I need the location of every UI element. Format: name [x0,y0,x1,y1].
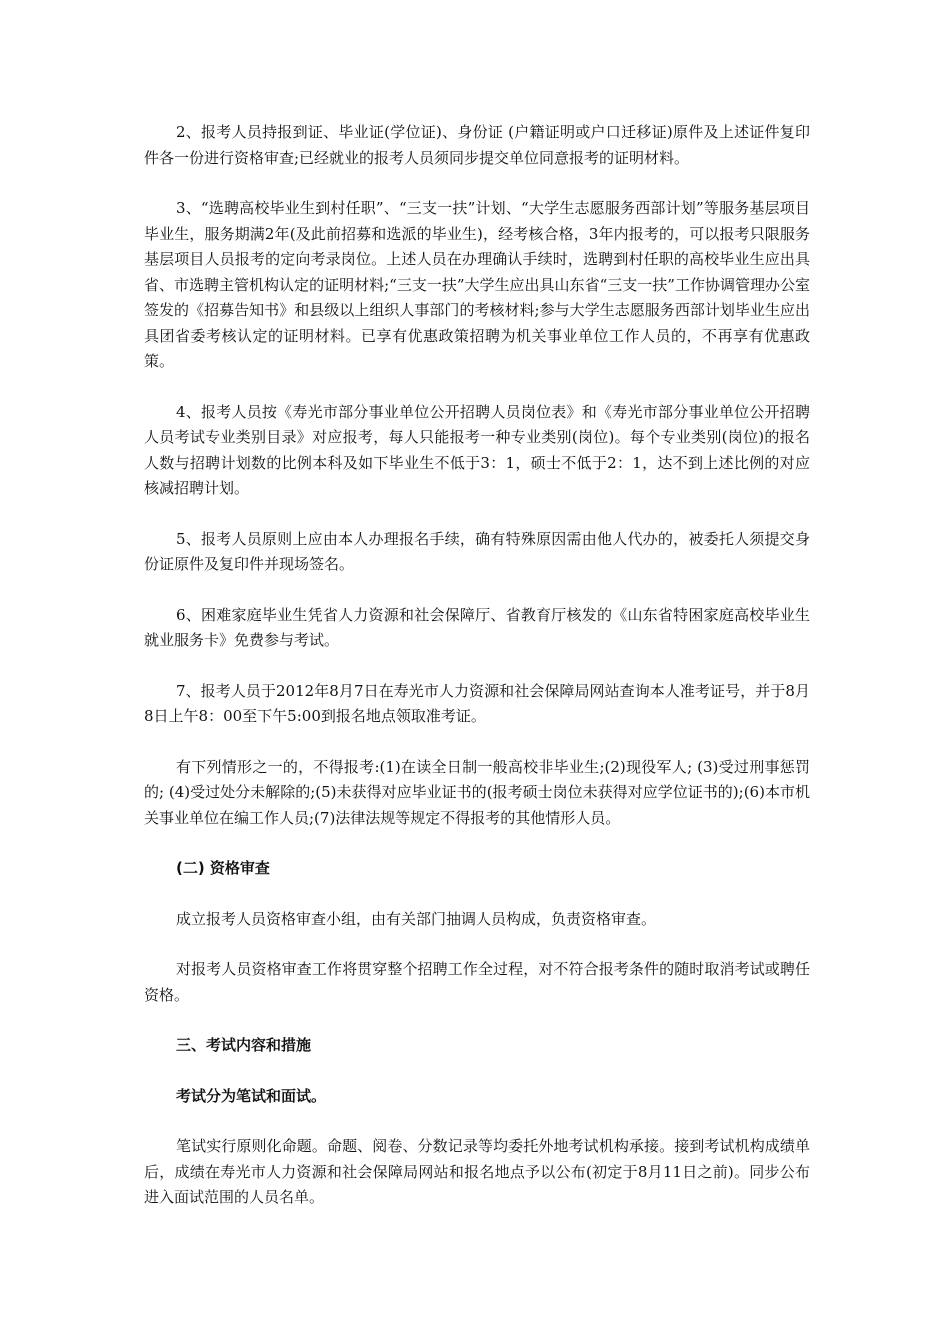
paragraph-written-exam: 笔试实行原则化命题。命题、阅卷、分数记录等均委托外地考试机构承接。接到考试机构成绩单后，成绩在寿光市人力资源和社会保障局网站和报名地点予以公布(初定于8月11日之前)。同步公布进入面试范围的人员名单。 [144,1137,810,1206]
paragraph-review-team: 成立报考人员资格审查小组，由有关部门抽调人员构成，负责资格审查。 [176,909,657,928]
paragraph-item-3-grassroots-service: 3、“选聘高校毕业生到村任职”、“三支一扶”计划、“大学生志愿服务西部计划”等服务基层项目毕业生，服务期满2年(及此前招募和选派的毕业生)，经考核合格，3年内报考的，可以报考只限服务基层项目人员报考的定向考录岗位。上述人员在办理确认手续时，选聘到村任职的高校毕业生应出具省、市选聘主管机构认定的证明材料;“三支一扶”大学生应出具山东省“三支一扶”工作协调管理办公室签发的《招募告知书》和县级以上组织人事部门的考核材料;参与大学生志愿服务西部计划毕业生应出具团省委考核认定的证明材料。已享有优惠政策招聘为机关事业单位工作人员的，不再享有优惠政策。 [144,199,810,370]
paragraph-item-6-fee-waiver: 6、困难家庭毕业生凭省人力资源和社会保障厅、省教育厅核发的《山东省特困家庭高校毕业生就业服务卡》免费参与考试。 [144,605,810,649]
document-body [144,120,810,1236]
paragraph-ineligible-cases: 有下列情形之一的，不得报考:(1)在读全日制一般高校非毕业生;(2)现役军人; (3)受过刑事惩罚的; (4)受过处分未解除的;(5)未获得对应毕业证书的(报考硕士岗位未获得对应学位证书的);(6)本市机关事业单位在编工作人员;(7)法律法规等规定不得报考的其他情形人员。 [144,757,810,827]
section-heading-qualification-review: (二) 资格审查 [176,859,270,877]
section-heading-exam-content: 三、考试内容和措施 [176,1036,312,1054]
paragraph-item-7-admission-ticket: 7、报考人员于2012年8月7日在寿光市人力资源和社会保障局网站查询本人准考证号，并于8月8日上午8：00至下午5:00到报名地点领取准考证。 [144,681,810,725]
paragraph-item-4-application-ratio: 4、报考人员按《寿光市部分事业单位公开招聘人员岗位表》和《寿光市部分事业单位公开招聘人员考试专业类别目录》对应报考，每人只能报考一种专业类别(岗位)。每个专业类别(岗位)的报名人数与招聘计划数的比例本科及如下毕业生不低于3：1，硕士不低于2：1，达不到上述比例的对应核减招聘计划。 [144,402,810,497]
paragraph-item-2-documents: 2、报考人员持报到证、毕业证(学位证)、身份证 (户籍证明或户口迁移证)原件及上述证件复印件各一份进行资格审查;已经就业的报考人员须同步提交单位同意报考的证明材料。 [144,123,810,167]
paragraph-item-5-proxy-registration: 5、报考人员原则上应由本人办理报名手续，确有特殊原因需由他人代办的，被委托人须提交身份证原件及复印件并现场签名。 [144,529,810,573]
subheading-exam-types: 考试分为笔试和面试。 [176,1086,327,1105]
paragraph-review-process: 对报考人员资格审查工作将贯穿整个招聘工作全过程，对不符合报考条件的随时取消考试或聘任资格。 [144,960,810,1004]
